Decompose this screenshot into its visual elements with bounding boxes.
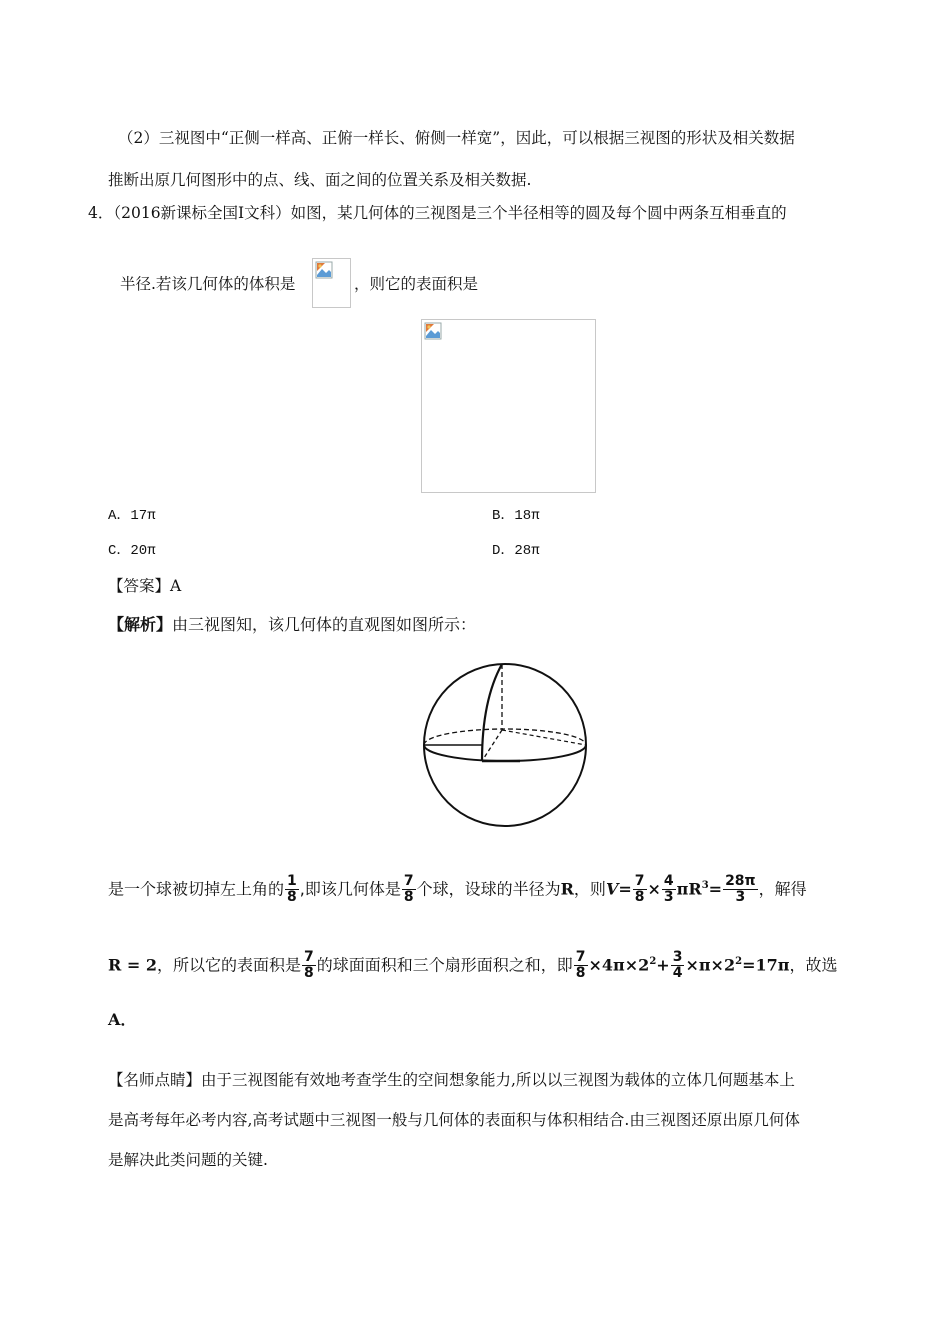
fraction-28pi-3 (723, 874, 758, 905)
equals: = (708, 879, 723, 899)
analysis-tag: 【解析】 (108, 615, 173, 634)
stem-text-b: ，则它的表面积是 (354, 275, 479, 293)
frac-num: 28π (725, 873, 756, 890)
sol1-text3: 个球，设球的半径为 (416, 879, 561, 899)
fraction-4-3 (662, 874, 676, 905)
plus: + (656, 955, 670, 975)
frac-num: 7 (634, 873, 645, 890)
answer: 【答案】A (108, 577, 182, 595)
para-2-line1: （2）三视图中“正侧一样高、正俯一样长、俯侧一样宽”，因此，可以根据三视图的形状及相关数据 (118, 129, 795, 147)
frac-num: 7 (403, 873, 414, 890)
broken-image-icon (315, 261, 333, 279)
fraction-1-8 (285, 874, 299, 905)
option-a: A．17π (108, 508, 156, 524)
stem-text-a: 半径.若该几何体的体积是 (120, 275, 296, 293)
sphere-diagram (420, 660, 590, 830)
tip-line-1: 【名师点睛】由于三视图能有效地考查学生的空间想象能力,所以以三视图为载体的立体几何题基本上 (108, 1071, 795, 1089)
frac-num: 1 (287, 873, 297, 890)
tip-line-2: 是高考每年必考内容,高考试题中三视图一般与几何体的表面积与体积相结合.由三视图还原出原几何体 (108, 1111, 800, 1129)
tip-line-3: 是解决此类问题的关键. (108, 1151, 268, 1169)
expr-2: ×π×2 (685, 955, 736, 975)
sol2-text2: 的球面面积和三个扇形面积之和，即 (316, 955, 573, 975)
horizontal-radius (502, 730, 586, 745)
volume-formula-image (312, 258, 351, 308)
analysis-text: 由三视图知，该几何体的直观图如图所示： (172, 615, 477, 634)
frac-num: 3 (672, 949, 683, 966)
volume-symbol: V (605, 879, 619, 899)
fraction-3-4 (671, 950, 685, 981)
frac-num: 7 (575, 949, 586, 966)
depth-radius (482, 730, 502, 761)
frac-den: 8 (403, 889, 414, 906)
radius-symbol: R (560, 879, 574, 899)
frac-den: 8 (575, 965, 586, 982)
exponent: 2 (649, 956, 657, 967)
frac-den: 3 (663, 889, 674, 906)
frac-den: 8 (287, 889, 297, 906)
frac-num: 4 (663, 873, 674, 890)
sol1-text1: 是一个球被切掉左上角的 (108, 879, 285, 899)
fraction-7-8 (302, 950, 316, 981)
question-4-stem-cont (120, 274, 295, 294)
frac-den: 4 (672, 965, 683, 982)
sol2-text1: ，所以它的表面积是 (156, 955, 301, 975)
para-2-line2: 推断出原几何图形中的点、线、面之间的位置关系及相关数据. (108, 171, 532, 189)
frac-den: 8 (304, 965, 314, 982)
sol2-text3: ，故选 (789, 955, 838, 975)
sol1-text2: ,即该几何体是 (299, 879, 401, 899)
equals: = (618, 879, 632, 899)
equator-back (424, 729, 586, 745)
sol1-text5: ，解得 (758, 879, 807, 899)
analysis-line (108, 615, 476, 635)
frac-den: 3 (735, 889, 746, 906)
times: × (647, 879, 661, 899)
exponent: 2 (735, 956, 743, 967)
option-c: C．20π (108, 543, 156, 559)
solution-line-3: A． (108, 1010, 137, 1029)
frac-den: 8 (634, 889, 645, 906)
exponent: 3 (701, 880, 709, 891)
question-4-stem: 4．（2016新课标全国Ⅰ文科）如图，某几何体的三视图是三个半径相等的圆及每个圆中两条互相垂直的 (88, 204, 787, 222)
radius-value: R = 2 (108, 955, 157, 975)
three-view-figure-image (421, 319, 596, 493)
option-d: D．28π (492, 543, 540, 559)
solution-line-1 (108, 862, 807, 910)
expr-1: ×4π×2 (588, 955, 650, 975)
broken-image-icon (424, 322, 442, 340)
equator-front (424, 745, 586, 761)
frac-num: 7 (304, 949, 314, 966)
option-b: B．18π (492, 508, 540, 524)
pi-r: πR (676, 879, 702, 899)
expr-3: =17π (742, 955, 790, 975)
solution-line-2 (108, 938, 837, 986)
sol1-text4: ，则 (573, 879, 606, 899)
fraction-7-8 (574, 950, 588, 981)
cut-meridian (482, 664, 502, 761)
fraction-7-8 (633, 874, 647, 905)
fraction-7-8 (402, 874, 416, 905)
